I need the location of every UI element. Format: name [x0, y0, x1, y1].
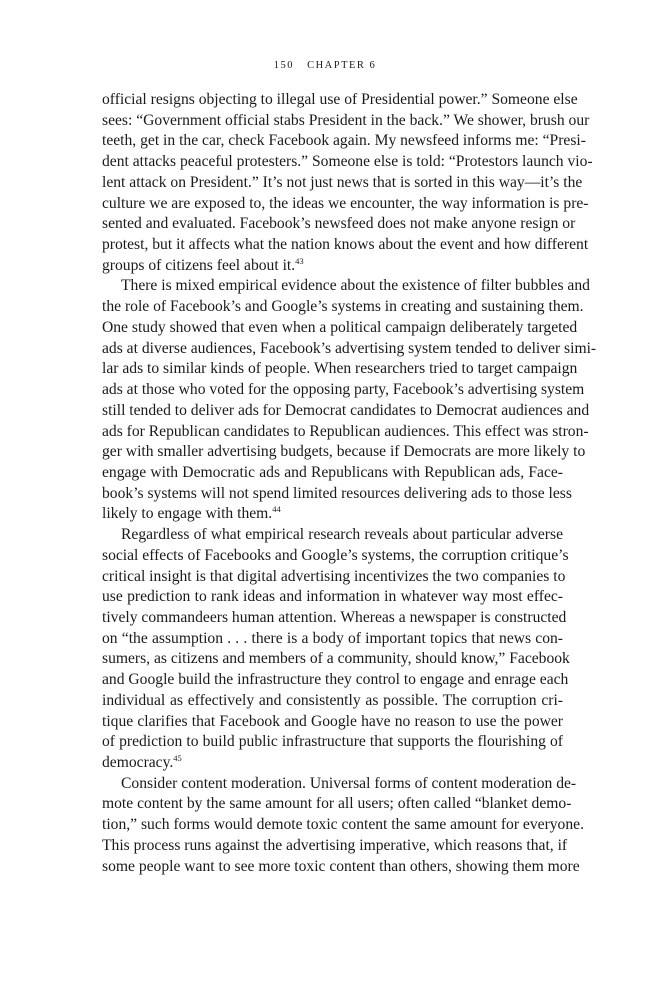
line-text: ads at diverse audiences, Facebook’s advertising system tended to deliver simi- [102, 339, 597, 357]
line-text: democracy. [102, 754, 174, 771]
line-text: Consider content moderation. Universal forms of content moderation de- [121, 774, 577, 792]
line-text: lar ads to similar kinds of people. When researchers tried to target campaign [102, 360, 578, 378]
text-line [102, 484, 572, 505]
footnote-marker[interactable]: 44 [272, 504, 281, 515]
line-text: Regardless of what empirical research reveals about particular adverse [121, 526, 563, 544]
text-line [102, 670, 569, 691]
paragraph [102, 525, 570, 774]
text-line [102, 608, 567, 629]
text-line [102, 276, 590, 297]
text-line [102, 546, 569, 567]
text-line [102, 339, 597, 360]
text-line [102, 380, 585, 401]
text-line [102, 131, 586, 152]
line-text: sented and evaluated. Facebook’s newsfeed does not make anyone resign or [102, 215, 576, 233]
text-line [102, 256, 563, 277]
text-line [102, 442, 586, 463]
line-text: ads for Republican candidates to Republican audiences. This effect was stron- [102, 422, 589, 440]
text-line [102, 836, 568, 857]
line-text: individual as effectively and consistently as possible. The corruption cri- [102, 691, 563, 709]
text-line [102, 712, 563, 733]
line-text: This process runs against the advertising imperative, which reasons that, if [102, 836, 568, 854]
line-text: tique clarifies that Facebook and Google have no reason to use the power [102, 712, 563, 730]
text-line [102, 318, 578, 339]
text-line [102, 567, 566, 588]
line-text: still tended to deliver ads for Democrat candidates to Democrat audiences and [102, 401, 590, 419]
text-line [102, 587, 563, 608]
text-line [102, 463, 563, 484]
text-line [102, 111, 590, 132]
text-line [102, 214, 576, 235]
line-text: critical insight is that digital advertising incentivizes the two companies to [102, 567, 566, 585]
body-text [102, 90, 597, 877]
line-text: protest, but it affects what the nation knows about the event and how different [102, 236, 589, 254]
text-line [102, 90, 578, 111]
chapter-heading: CHAPTER 6 [307, 60, 377, 71]
line-text: book’s systems will not spend limited resources delivering ads to those less [102, 484, 572, 502]
text-line [102, 235, 589, 256]
text-line [102, 691, 563, 712]
line-text: groups of citizens feel about it. [102, 256, 296, 274]
text-line [102, 359, 578, 380]
line-text: ads at those who voted for the opposing party, Facebook’s advertising system [102, 381, 585, 399]
line-text: There is mixed empirical evidence about the existence of filter bubbles and [121, 277, 590, 295]
text-line [102, 649, 570, 670]
line-text: dent attacks peaceful protesters.” Someone else is told: “Protestors launch vio- [102, 153, 593, 171]
text-line [102, 794, 572, 815]
line-text: tion,” such forms would demote toxic content the same amount for everyone. [102, 816, 584, 834]
line-text: likely to engage with them. [102, 505, 273, 523]
line-text: official resigns objecting to illegal use of Presidential power.” Someone else [102, 91, 578, 108]
line-text: teeth, get in the car, check Facebook again. My newsfeed informs me: “Presi- [102, 132, 586, 150]
text-line [102, 815, 584, 836]
line-text: on “the assumption . . . there is a body of important topics that news con- [102, 629, 563, 647]
paragraph [102, 276, 597, 525]
text-line [102, 774, 577, 795]
text-line [102, 422, 589, 443]
line-text: One study showed that even when a political campaign deliberately targeted [102, 318, 578, 336]
line-text: of prediction to build public infrastructure that supports the flourishing of [102, 733, 563, 751]
page-number: 150 [273, 60, 294, 71]
line-text: use prediction to rank ideas and information in whatever way most effec- [102, 588, 563, 606]
line-text: ger with smaller advertising budgets, because if Democrats are more likely to [102, 443, 586, 461]
line-text: sees: “Government official stabs President in the back.” We shower, brush our [102, 111, 590, 129]
line-text: lent attack on President.” It’s not just news that is sorted in this way—it’s the [102, 173, 583, 191]
line-text: the role of Facebook’s and Google’s systems in creating and sustaining them. [102, 298, 584, 316]
paragraph [102, 774, 584, 878]
footnote-marker[interactable]: 45 [173, 753, 182, 763]
text-line [102, 525, 563, 546]
text-line [102, 857, 580, 878]
line-text: culture we are exposed to, the ideas we encounter, the way information is pre- [102, 194, 589, 212]
text-line [102, 173, 583, 194]
line-text: and Google build the infrastructure they control to engage and enrage each [102, 671, 569, 689]
line-text: sumers, as citizens and members of a community, should know,” Facebook [102, 650, 570, 668]
text-line [102, 401, 590, 422]
footnote-marker[interactable]: 43 [295, 255, 304, 266]
line-text: tively commandeers human attention. Whereas a newspaper is constructed [102, 608, 567, 626]
text-line [102, 152, 593, 173]
line-text: social effects of Facebooks and Google’s systems, the corruption critique’s [102, 546, 569, 564]
line-text: some people want to see more toxic content than others, showing them more [102, 857, 580, 875]
text-line [102, 504, 563, 525]
running-header [0, 60, 650, 71]
paragraph [102, 90, 593, 276]
line-text: mote content by the same amount for all users; often called “blanket demo- [102, 795, 572, 813]
text-line [102, 297, 584, 318]
text-line [102, 629, 563, 650]
text-line [102, 753, 563, 774]
line-text: engage with Democratic ads and Republicans with Republican ads, Face- [102, 463, 563, 481]
text-line [102, 194, 589, 215]
text-line [102, 732, 563, 753]
